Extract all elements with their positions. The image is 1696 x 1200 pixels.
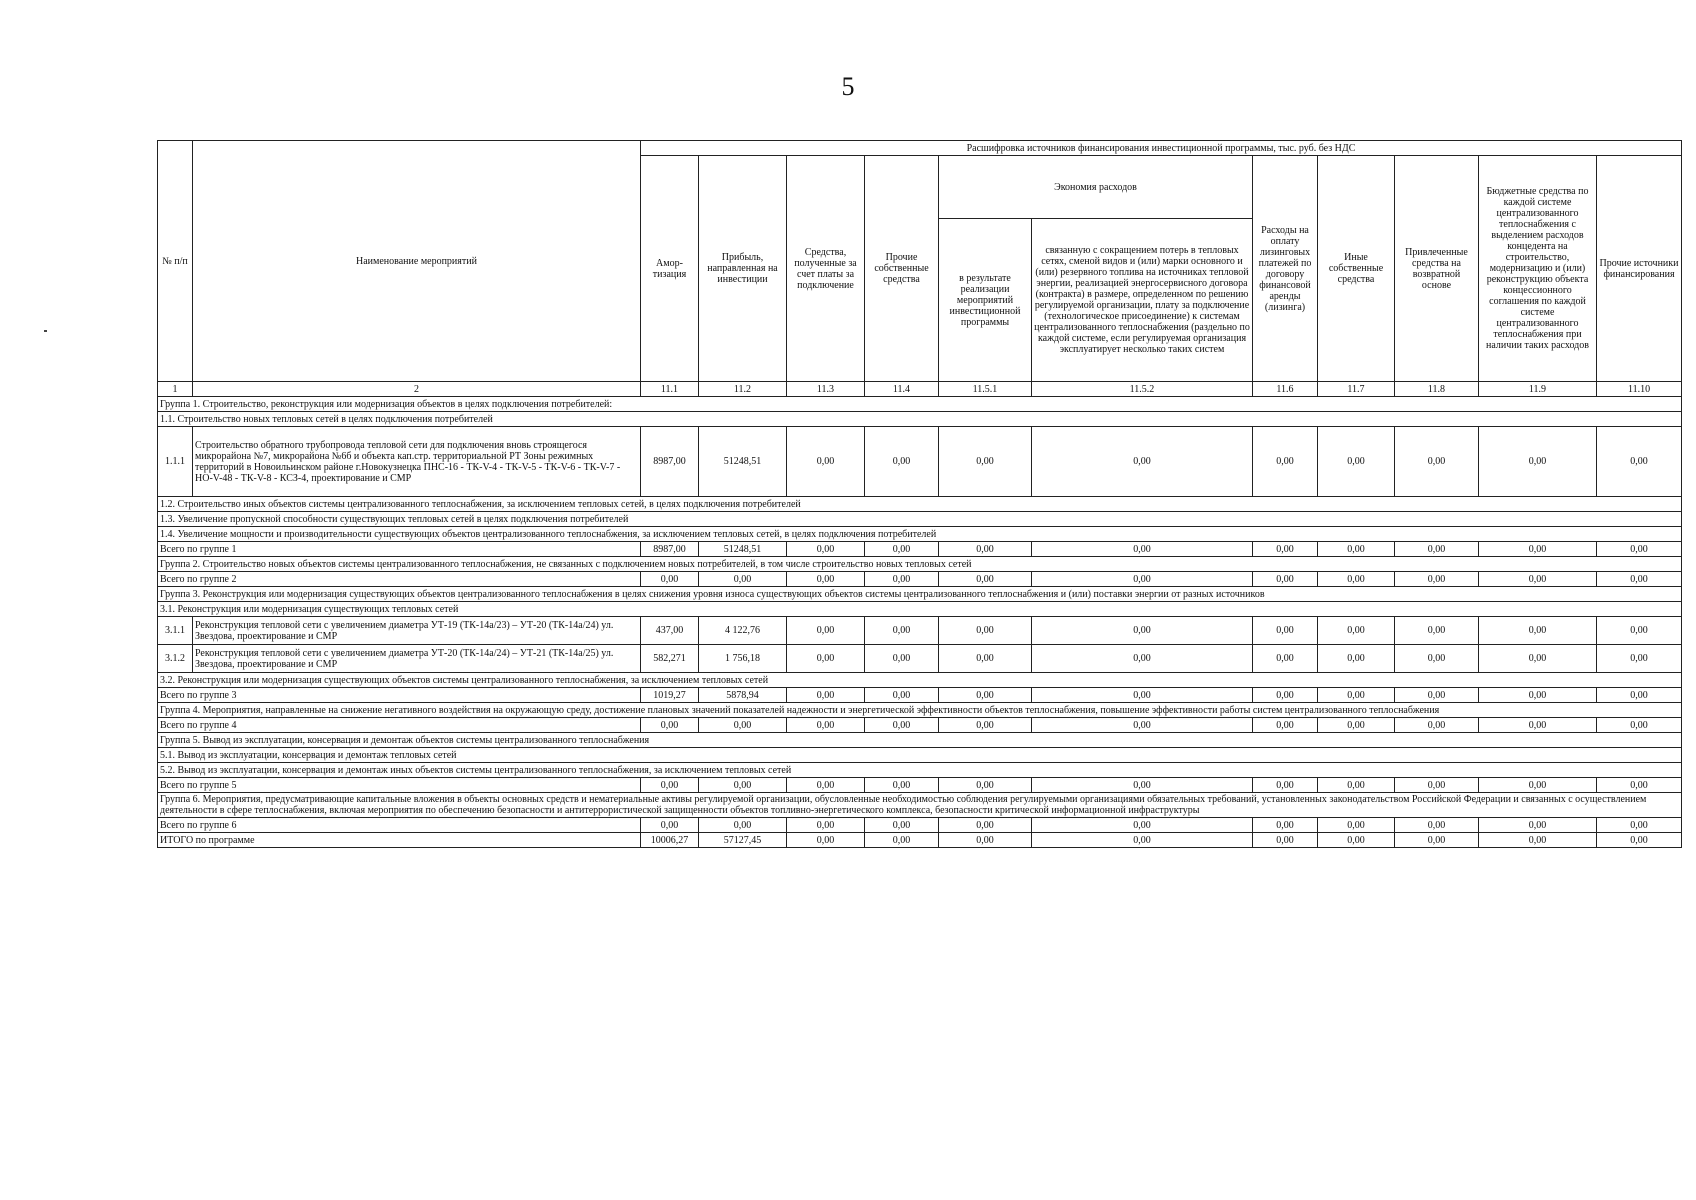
cell: 0,00 (1597, 427, 1682, 497)
financing-table (157, 140, 1682, 848)
colnum: 11.4 (865, 382, 939, 397)
subgroup-row: 5.2. Вывод из эксплуатации, консервация и демонтаж иных объектов системы централизованного теплоснабжения, за исключением тепловых сетей (158, 763, 1682, 778)
cell: 0,00 (641, 778, 699, 793)
cell: 1 756,18 (699, 645, 787, 673)
group-row: Группа 1. Строительство, реконструкция или модернизация объектов в целях подключения потребителей: (158, 397, 1682, 412)
row-name: Строительство обратного трубопровода тепловой сети для подключения вновь строящегося микрорайона №7, микрорайона №6б и объекта кап.стр. территориальной РТ Зоны режимных территорий в Новоильинском районе г.Новокузнецка ПНС-16 - ТК-V-4 - ТК-V-5 - ТК-V-6 - ТК-V-7 - НО-V-48 - ТК-V-8 - КСЗ-4, проектирование и СМР (193, 427, 641, 497)
cell: 0,00 (865, 688, 939, 703)
subgroup-row: 3.2. Реконструкция или модернизация существующих объектов системы централизованного теплоснабжения, за исключением тепловых сетей (158, 673, 1682, 688)
cell: 0,00 (1597, 617, 1682, 645)
cell: 0,00 (865, 818, 939, 833)
cell: 8987,00 (641, 542, 699, 557)
cell: 0,00 (865, 718, 939, 733)
cell: 0,00 (1032, 542, 1253, 557)
cell: 0,00 (1253, 778, 1318, 793)
cell: 0,00 (1597, 542, 1682, 557)
cell: 8987,00 (641, 427, 699, 497)
header-connection-fee: Средства, полученные за счет платы за подключение (787, 156, 865, 382)
cell: 57127,45 (699, 833, 787, 848)
cell: 1019,27 (641, 688, 699, 703)
cell: 0,00 (939, 688, 1032, 703)
table-row (158, 617, 1682, 645)
subgroup-row: 1.2. Строительство иных объектов системы централизованного теплоснабжения, за исключением тепловых сетей, в целях подключения потребителей (158, 497, 1682, 512)
cell: 0,00 (1395, 718, 1479, 733)
cell: 0,00 (1318, 542, 1395, 557)
cell: 0,00 (1395, 833, 1479, 848)
cell: 0,00 (1253, 542, 1318, 557)
colnum: 11.1 (641, 382, 699, 397)
column-numbers-row (158, 382, 1682, 397)
colnum: 11.6 (1253, 382, 1318, 397)
cell: 0,00 (1395, 688, 1479, 703)
header-savings-program: в результате реализации мероприятий инвестиционной программы (939, 219, 1032, 382)
cell: 0,00 (939, 818, 1032, 833)
cell: 0,00 (641, 718, 699, 733)
cell: 0,00 (1395, 542, 1479, 557)
cell: 0,00 (1395, 572, 1479, 587)
header-savings: Экономия расходов (939, 156, 1253, 219)
row-num: 3.1.2 (158, 645, 193, 673)
table-row (158, 427, 1682, 497)
colnum: 1 (158, 382, 193, 397)
cell: 0,00 (939, 718, 1032, 733)
row-name: Реконструкция тепловой сети с увеличением диаметра УТ-20 (ТК-14а/24) – УТ-21 (ТК-14а/25) ул. Звездова, проектирование и СМР (193, 645, 641, 673)
cell: 0,00 (1479, 617, 1597, 645)
cell: 0,00 (1479, 572, 1597, 587)
total-label: Всего по группе 4 (158, 718, 641, 733)
margin-mark (44, 330, 47, 332)
cell: 0,00 (1253, 718, 1318, 733)
header-savings-losses: связанную с сокращением потерь в тепловых сетях, сменой видов и (или) марки основного и (или) резервного топлива на источниках тепловой энергии, реализацией энергосервисного договора (контракта) в размере, определенном по решению регулируемой организации, плату за подключение (технологическое присоединение) к системам централизованного теплоснабжения (раздельно по каждой системе, если регулируемая организация эксплуатирует несколько таких систем (1032, 219, 1253, 382)
cell: 0,00 (699, 778, 787, 793)
table-row (158, 645, 1682, 673)
cell: 0,00 (1032, 833, 1253, 848)
cell: 0,00 (1479, 718, 1597, 733)
cell: 0,00 (1318, 718, 1395, 733)
colnum: 2 (193, 382, 641, 397)
cell: 0,00 (1318, 818, 1395, 833)
cell: 0,00 (1318, 617, 1395, 645)
group-row: Группа 3. Реконструкция или модернизация существующих объектов централизованного теплоснабжения в целях снижения уровня износа существующих объектов системы централизованного теплоснабжения и (или) поставки энергии от разных источников (158, 587, 1682, 602)
cell: 0,00 (865, 427, 939, 497)
subgroup-row: 5.1. Вывод из эксплуатации, консервация и демонтаж тепловых сетей (158, 748, 1682, 763)
total-row (158, 818, 1682, 833)
cell: 0,00 (1597, 645, 1682, 673)
cell: 0,00 (1253, 818, 1318, 833)
cell: 0,00 (787, 572, 865, 587)
cell: 0,00 (787, 778, 865, 793)
subgroup-row: 1.3. Увеличение пропускной способности существующих тепловых сетей в целях подключения потребителей (158, 512, 1682, 527)
cell: 0,00 (1395, 818, 1479, 833)
cell: 0,00 (939, 427, 1032, 497)
cell: 437,00 (641, 617, 699, 645)
cell: 0,00 (1479, 833, 1597, 848)
total-label: Всего по группе 1 (158, 542, 641, 557)
header-budget: Бюджетные средства по каждой системе централизованного теплоснабжения с выделением расходов концедента на строительство, модернизацию и (или) реконструкцию объекта концессионного соглашения по каждой системе централизованного теплоснабжения при наличии таких расходов (1479, 156, 1597, 382)
cell: 0,00 (865, 833, 939, 848)
cell: 0,00 (1597, 572, 1682, 587)
cell: 0,00 (939, 572, 1032, 587)
colnum: 11.7 (1318, 382, 1395, 397)
cell: 0,00 (1318, 778, 1395, 793)
cell: 0,00 (939, 778, 1032, 793)
cell: 51248,51 (699, 542, 787, 557)
cell: 0,00 (1253, 617, 1318, 645)
cell: 0,00 (1395, 427, 1479, 497)
subgroup-row: 3.1. Реконструкция или модернизация существующих тепловых сетей (158, 602, 1682, 617)
total-row (158, 688, 1682, 703)
cell: 0,00 (1032, 572, 1253, 587)
cell: 0,00 (787, 833, 865, 848)
cell: 0,00 (1597, 778, 1682, 793)
cell: 5878,94 (699, 688, 787, 703)
colnum: 11.9 (1479, 382, 1597, 397)
cell: 0,00 (1032, 778, 1253, 793)
colnum: 11.3 (787, 382, 865, 397)
cell: 0,00 (1597, 688, 1682, 703)
cell: 0,00 (865, 542, 939, 557)
cell: 0,00 (1479, 778, 1597, 793)
cell: 582,271 (641, 645, 699, 673)
header-other-own2: Иные собственные средства (1318, 156, 1395, 382)
row-name: Реконструкция тепловой сети с увеличением диаметра УТ-19 (ТК-14а/23) – УТ-20 (ТК-14а/24) ул. Звездова, проектирование и СМР (193, 617, 641, 645)
grand-total-row (158, 833, 1682, 848)
cell: 0,00 (1318, 688, 1395, 703)
cell: 0,00 (865, 572, 939, 587)
subgroup-row: 1.1. Строительство новых тепловых сетей в целях подключения потребителей (158, 412, 1682, 427)
cell: 0,00 (1597, 718, 1682, 733)
header-borrowed: Привлеченные средства на возвратной основе (1395, 156, 1479, 382)
cell: 0,00 (1253, 572, 1318, 587)
header-amort: Амор-тизация (641, 156, 699, 382)
cell: 0,00 (1318, 572, 1395, 587)
colnum: 11.8 (1395, 382, 1479, 397)
cell: 0,00 (1032, 427, 1253, 497)
cell: 0,00 (641, 818, 699, 833)
total-row (158, 572, 1682, 587)
cell: 4 122,76 (699, 617, 787, 645)
group-row: Группа 6. Мероприятия, предусматривающие капитальные вложения в объекты основных средств и нематериальные активы регулируемой организации, обусловленные необходимостью соблюдения регулируемыми организациями обязательных требований, установленных законодательством Российской Федерации и связанных с осуществлением деятельности в сфере теплоснабжения, включая мероприятия по обеспечению безопасности и антитеррористической защищенности объектов топливно-энергетического комплекса, безопасности критической информационной инфраструктуры (158, 793, 1682, 818)
cell: 0,00 (1479, 542, 1597, 557)
cell: 0,00 (699, 718, 787, 733)
cell: 0,00 (1479, 688, 1597, 703)
cell: 0,00 (1253, 688, 1318, 703)
cell: 0,00 (939, 542, 1032, 557)
cell: 0,00 (787, 617, 865, 645)
cell: 0,00 (865, 645, 939, 673)
total-label: Всего по группе 2 (158, 572, 641, 587)
cell: 0,00 (1479, 645, 1597, 673)
cell: 0,00 (1253, 645, 1318, 673)
cell: 0,00 (1032, 645, 1253, 673)
total-label: Всего по группе 3 (158, 688, 641, 703)
page-number: 5 (841, 72, 855, 101)
cell: 0,00 (787, 542, 865, 557)
cell: 0,00 (865, 778, 939, 793)
cell: 0,00 (641, 572, 699, 587)
header-profit: Прибыль, направленная на инвестиции (699, 156, 787, 382)
total-label: Всего по группе 6 (158, 818, 641, 833)
total-row (158, 542, 1682, 557)
group-row: Группа 2. Строительство новых объектов системы централизованного теплоснабжения, не связанных с подключением новых потребителей, в том числе строительство новых тепловых сетей (158, 557, 1682, 572)
colnum: 11.10 (1597, 382, 1682, 397)
cell: 0,00 (1253, 833, 1318, 848)
total-label: ИТОГО по программе (158, 833, 641, 848)
cell: 0,00 (1395, 617, 1479, 645)
header-leasing: Расходы на оплату лизинговых платежей по договору финансовой аренды (лизинга) (1253, 156, 1318, 382)
colnum: 11.5.1 (939, 382, 1032, 397)
header-num: № п/п (158, 141, 193, 382)
group-row: Группа 5. Вывод из эксплуатации, консервация и демонтаж объектов системы централизованного теплоснабжения (158, 733, 1682, 748)
cell: 0,00 (1318, 833, 1395, 848)
cell: 0,00 (1479, 427, 1597, 497)
total-row (158, 778, 1682, 793)
cell: 0,00 (1032, 718, 1253, 733)
subgroup-row: 1.4. Увеличение мощности и производительности существующих объектов централизованного теплоснабжения, за исключением тепловых сетей, в целях подключения потребителей (158, 527, 1682, 542)
header-row-1 (158, 141, 1682, 156)
row-num: 3.1.1 (158, 617, 193, 645)
cell: 10006,27 (641, 833, 699, 848)
cell: 0,00 (939, 645, 1032, 673)
colnum: 11.5.2 (1032, 382, 1253, 397)
total-label: Всего по группе 5 (158, 778, 641, 793)
cell: 0,00 (939, 617, 1032, 645)
cell: 0,00 (1032, 688, 1253, 703)
header-name: Наименование мероприятий (193, 141, 641, 382)
cell: 0,00 (865, 617, 939, 645)
cell: 0,00 (1032, 818, 1253, 833)
cell: 0,00 (939, 833, 1032, 848)
cell: 0,00 (787, 818, 865, 833)
cell: 0,00 (1395, 778, 1479, 793)
header-other-sources: Прочие источники финансирования (1597, 156, 1682, 382)
financing-table-sheet (157, 140, 1681, 848)
cell: 0,00 (699, 572, 787, 587)
header-other-own: Прочие собственные средства (865, 156, 939, 382)
cell: 0,00 (787, 645, 865, 673)
cell: 0,00 (787, 718, 865, 733)
cell: 0,00 (1597, 833, 1682, 848)
cell: 0,00 (1597, 818, 1682, 833)
cell: 0,00 (1253, 427, 1318, 497)
cell: 0,00 (1395, 645, 1479, 673)
cell: 0,00 (1318, 645, 1395, 673)
colnum: 11.2 (699, 382, 787, 397)
row-num: 1.1.1 (158, 427, 193, 497)
cell: 51248,51 (699, 427, 787, 497)
total-row (158, 718, 1682, 733)
cell: 0,00 (1032, 617, 1253, 645)
header-sources-title: Расшифровка источников финансирования инвестиционной программы, тыс. руб. без НДС (641, 141, 1682, 156)
cell: 0,00 (699, 818, 787, 833)
cell: 0,00 (1318, 427, 1395, 497)
group-row: Группа 4. Мероприятия, направленные на снижение негативного воздействия на окружающую среду, достижение плановых значений показателей надежности и энергетической эффективности объектов теплоснабжения, повышение эффективности работы систем централизованного теплоснабжения (158, 703, 1682, 718)
cell: 0,00 (787, 688, 865, 703)
cell: 0,00 (787, 427, 865, 497)
cell: 0,00 (1479, 818, 1597, 833)
